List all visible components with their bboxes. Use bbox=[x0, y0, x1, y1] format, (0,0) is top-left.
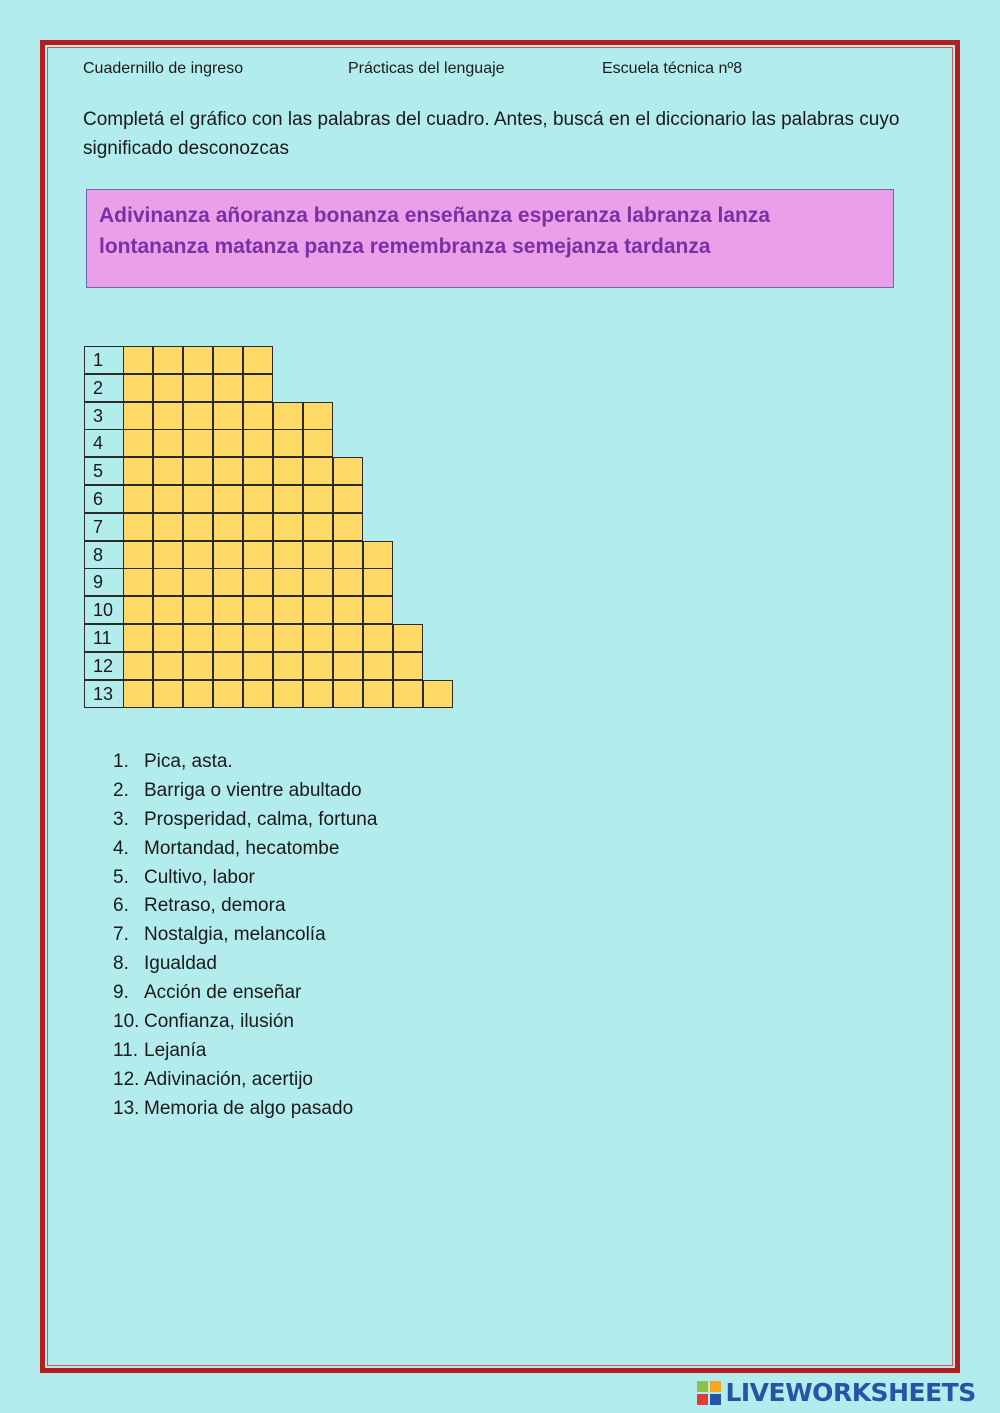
clue-number: 9. bbox=[113, 982, 129, 1004]
letter-cell[interactable] bbox=[333, 596, 363, 624]
clue-item bbox=[113, 748, 377, 777]
letter-cell[interactable] bbox=[213, 596, 243, 624]
letter-cell[interactable] bbox=[243, 346, 273, 374]
letter-cell[interactable] bbox=[393, 680, 423, 708]
letter-cell[interactable] bbox=[123, 513, 153, 541]
clue-text: Igualdad bbox=[144, 953, 217, 975]
letter-cell[interactable] bbox=[153, 513, 183, 541]
letter-cell[interactable] bbox=[183, 513, 213, 541]
letter-cell[interactable] bbox=[243, 513, 273, 541]
instructions: Completá el gráfico con las palabras del cuadro. Antes, buscá en el diccionario las palabras cuyo significado desconozcas bbox=[83, 109, 900, 159]
clue-number: 6. bbox=[113, 895, 129, 917]
letter-cell[interactable] bbox=[183, 596, 213, 624]
letter-cell[interactable] bbox=[243, 485, 273, 513]
letter-cell[interactable] bbox=[153, 374, 183, 402]
letter-cell[interactable] bbox=[393, 624, 423, 652]
clue-item bbox=[113, 921, 377, 950]
clue-item bbox=[113, 835, 377, 864]
letter-cell[interactable] bbox=[183, 402, 213, 430]
letter-cell[interactable] bbox=[183, 541, 213, 569]
letter-cell[interactable] bbox=[213, 485, 243, 513]
letter-cell[interactable] bbox=[273, 680, 303, 708]
grid-row-number: 5 bbox=[84, 457, 124, 485]
letter-cell[interactable] bbox=[213, 624, 243, 652]
letter-cell[interactable] bbox=[273, 624, 303, 652]
letter-cell[interactable] bbox=[153, 568, 183, 596]
letter-cell[interactable] bbox=[123, 429, 153, 457]
clue-item bbox=[113, 892, 377, 921]
letter-cell[interactable] bbox=[273, 513, 303, 541]
letter-cell[interactable] bbox=[153, 541, 183, 569]
clue-text: Retraso, demora bbox=[144, 895, 286, 917]
letter-cell[interactable] bbox=[243, 680, 273, 708]
clue-text: Adivinación, acertijo bbox=[144, 1068, 313, 1090]
letter-cell[interactable] bbox=[153, 624, 183, 652]
letter-cell[interactable] bbox=[123, 485, 153, 513]
clue-number: 3. bbox=[113, 808, 129, 830]
word-bank-line-2: lontananza matanza panza remembranza semejanza tardanza bbox=[99, 235, 711, 258]
clue-text: Memoria de algo pasado bbox=[144, 1097, 354, 1119]
letter-cell[interactable] bbox=[183, 429, 213, 457]
letter-cell[interactable] bbox=[273, 652, 303, 680]
letter-cell[interactable] bbox=[213, 541, 243, 569]
logo-text: LIVEWORKSHEETS bbox=[725, 1378, 976, 1407]
header-school: Escuela técnica nº8 bbox=[602, 60, 743, 77]
clue-number: 10. bbox=[113, 1011, 140, 1033]
grid-row-number: 11 bbox=[84, 624, 124, 652]
letter-cell[interactable] bbox=[363, 680, 393, 708]
clue-number: 5. bbox=[113, 866, 129, 888]
header-booklet: Cuadernillo de ingreso bbox=[83, 60, 244, 77]
letter-cell[interactable] bbox=[363, 596, 393, 624]
clue-text: Mortandad, hecatombe bbox=[144, 837, 340, 859]
letter-cell[interactable] bbox=[273, 541, 303, 569]
grid-row-number: 12 bbox=[84, 652, 124, 680]
grid-row-number: 10 bbox=[84, 596, 124, 624]
letter-cell[interactable] bbox=[363, 624, 393, 652]
letter-cell[interactable] bbox=[153, 346, 183, 374]
letter-cell[interactable] bbox=[243, 541, 273, 569]
letter-cell[interactable] bbox=[273, 568, 303, 596]
letter-cell[interactable] bbox=[183, 568, 213, 596]
clue-list bbox=[113, 748, 377, 1124]
letter-cell[interactable] bbox=[213, 429, 243, 457]
letter-cell[interactable] bbox=[303, 485, 333, 513]
letter-cell[interactable] bbox=[153, 429, 183, 457]
clue-text: Barriga o vientre abultado bbox=[144, 779, 362, 801]
letter-cell[interactable] bbox=[243, 374, 273, 402]
clue-item bbox=[113, 864, 377, 893]
letter-cell[interactable] bbox=[243, 624, 273, 652]
letter-cell[interactable] bbox=[303, 624, 333, 652]
word-bank-line-1: Adivinanza añoranza bonanza enseñanza esperanza labranza lanza bbox=[99, 204, 771, 227]
letter-cell[interactable] bbox=[153, 680, 183, 708]
letter-cell[interactable] bbox=[213, 346, 243, 374]
letter-cell[interactable] bbox=[303, 652, 333, 680]
letter-cell[interactable] bbox=[333, 541, 363, 569]
clue-text: Prosperidad, calma, fortuna bbox=[144, 808, 378, 830]
letter-cell[interactable] bbox=[363, 568, 393, 596]
clue-item bbox=[113, 1066, 377, 1095]
letter-cell[interactable] bbox=[123, 568, 153, 596]
clue-number: 4. bbox=[113, 837, 129, 859]
letter-cell[interactable] bbox=[303, 457, 333, 485]
letter-cell[interactable] bbox=[183, 346, 213, 374]
clue-text: Nostalgia, melancolía bbox=[144, 924, 326, 946]
letter-cell[interactable] bbox=[393, 652, 423, 680]
letter-cell[interactable] bbox=[183, 652, 213, 680]
grid-row-number: 13 bbox=[84, 680, 124, 708]
letter-cell[interactable] bbox=[333, 680, 363, 708]
letter-cell[interactable] bbox=[243, 568, 273, 596]
clue-number: 11. bbox=[113, 1039, 139, 1061]
letter-cell[interactable] bbox=[153, 652, 183, 680]
letter-cell[interactable] bbox=[213, 568, 243, 596]
letter-cell[interactable] bbox=[123, 652, 153, 680]
grid-row-number: 4 bbox=[84, 429, 124, 457]
letter-cell[interactable] bbox=[123, 541, 153, 569]
letter-cell[interactable] bbox=[213, 652, 243, 680]
letter-cell[interactable] bbox=[303, 680, 333, 708]
grid-row-number: 9 bbox=[84, 568, 124, 596]
word-bank bbox=[86, 189, 894, 288]
letter-cell[interactable] bbox=[423, 680, 453, 708]
letter-cell[interactable] bbox=[333, 457, 363, 485]
letter-cell[interactable] bbox=[123, 680, 153, 708]
clue-item bbox=[113, 806, 377, 835]
grid-row-number: 6 bbox=[84, 485, 124, 513]
clue-text: Confianza, ilusión bbox=[144, 1011, 294, 1033]
letter-cell[interactable] bbox=[243, 652, 273, 680]
letter-cell[interactable] bbox=[273, 485, 303, 513]
letter-cell[interactable] bbox=[123, 346, 153, 374]
letter-cell[interactable] bbox=[213, 402, 243, 430]
clue-item bbox=[113, 979, 377, 1008]
letter-cell[interactable] bbox=[123, 374, 153, 402]
letter-cell[interactable] bbox=[333, 485, 363, 513]
letter-cell[interactable] bbox=[213, 457, 243, 485]
grid-row-number: 8 bbox=[84, 541, 124, 569]
letter-cell[interactable] bbox=[153, 596, 183, 624]
letter-cell[interactable] bbox=[123, 624, 153, 652]
letter-cell[interactable] bbox=[183, 680, 213, 708]
letter-cell[interactable] bbox=[273, 429, 303, 457]
letter-cell[interactable] bbox=[333, 568, 363, 596]
liveworksheets-logo-icon bbox=[697, 1381, 721, 1405]
grid-row-number: 3 bbox=[84, 402, 124, 430]
letter-cell[interactable] bbox=[303, 568, 333, 596]
letter-cell[interactable] bbox=[273, 596, 303, 624]
letter-cell[interactable] bbox=[333, 652, 363, 680]
letter-cell[interactable] bbox=[303, 513, 333, 541]
letter-cell[interactable] bbox=[243, 402, 273, 430]
letter-cell[interactable] bbox=[243, 457, 273, 485]
letter-cell[interactable] bbox=[213, 374, 243, 402]
grid-row-number: 2 bbox=[84, 374, 124, 402]
clue-number: 13. bbox=[113, 1097, 140, 1119]
letter-cell[interactable] bbox=[183, 624, 213, 652]
letter-cell[interactable] bbox=[123, 402, 153, 430]
letter-cell[interactable] bbox=[183, 485, 213, 513]
clue-number: 1. bbox=[113, 751, 129, 772]
letter-cell[interactable] bbox=[153, 402, 183, 430]
clue-text: Lejanía bbox=[144, 1039, 207, 1061]
clue-text: Pica, asta. bbox=[144, 751, 233, 772]
clue-number: 8. bbox=[113, 953, 129, 975]
liveworksheets-logo bbox=[697, 1378, 976, 1407]
clue-number: 2. bbox=[113, 779, 129, 801]
clue-item bbox=[113, 1095, 377, 1124]
letter-cell[interactable] bbox=[153, 485, 183, 513]
letter-cell[interactable] bbox=[273, 457, 303, 485]
clue-text: Acción de enseñar bbox=[144, 982, 302, 1004]
letter-cell[interactable] bbox=[243, 429, 273, 457]
letter-cell[interactable] bbox=[273, 402, 303, 430]
grid-row-number: 1 bbox=[84, 346, 124, 374]
letter-cell[interactable] bbox=[363, 652, 393, 680]
letter-cell[interactable] bbox=[153, 457, 183, 485]
letter-cell[interactable] bbox=[333, 624, 363, 652]
grid-row-number: 7 bbox=[84, 513, 124, 541]
clue-item bbox=[113, 1008, 377, 1037]
clue-number: 7. bbox=[113, 924, 129, 946]
letter-cell[interactable] bbox=[363, 541, 393, 569]
clue-text: Cultivo, labor bbox=[144, 866, 255, 888]
clue-number: 12. bbox=[113, 1068, 140, 1090]
letter-cell[interactable] bbox=[303, 541, 333, 569]
clue-item bbox=[113, 950, 377, 979]
letter-cell[interactable] bbox=[213, 680, 243, 708]
letter-cell[interactable] bbox=[243, 596, 273, 624]
letter-cell[interactable] bbox=[303, 402, 333, 430]
letter-cell[interactable] bbox=[183, 457, 213, 485]
letter-cell[interactable] bbox=[303, 596, 333, 624]
letter-cell[interactable] bbox=[213, 513, 243, 541]
letter-cell[interactable] bbox=[303, 429, 333, 457]
letter-cell[interactable] bbox=[123, 596, 153, 624]
clue-item bbox=[113, 1037, 377, 1066]
clue-item bbox=[113, 777, 377, 806]
header-subject: Prácticas del lenguaje bbox=[348, 60, 505, 77]
letter-cell[interactable] bbox=[333, 513, 363, 541]
letter-cell[interactable] bbox=[183, 374, 213, 402]
letter-cell[interactable] bbox=[123, 457, 153, 485]
